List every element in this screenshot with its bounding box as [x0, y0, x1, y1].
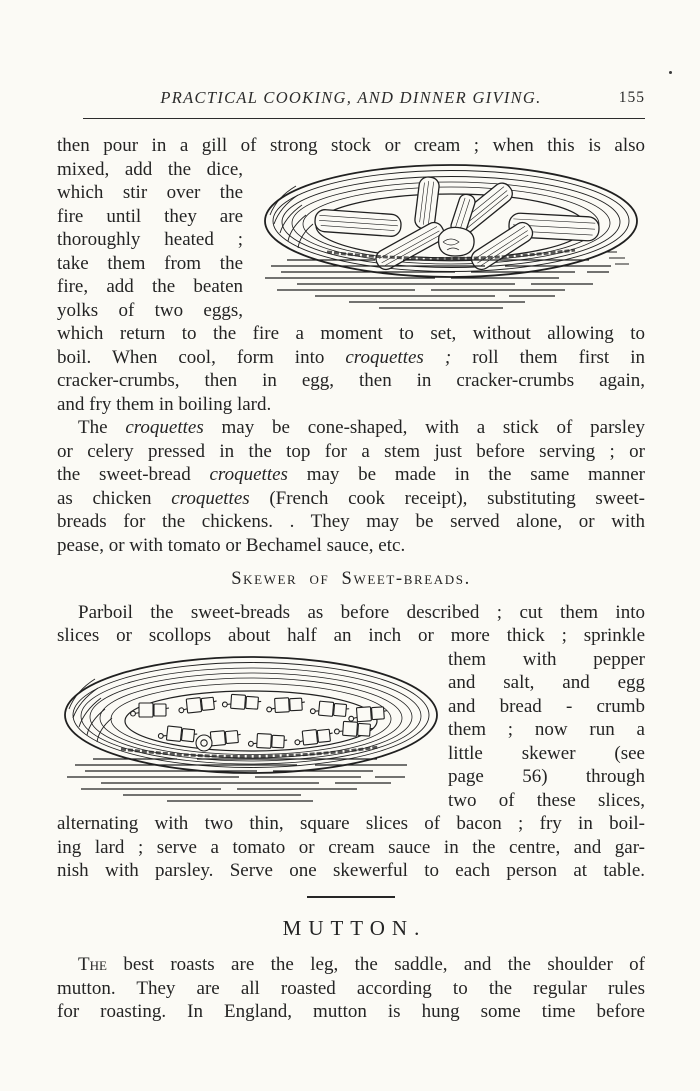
mutton-paragraph — [57, 953, 645, 1024]
text-line: and fry them in boiling lard. — [57, 393, 272, 415]
skewer-dish-engraving — [57, 651, 445, 803]
text-line: little skewer (see — [448, 742, 645, 764]
text-line: alternating with two thin, square slices of bacon ; fry in boil- — [57, 813, 645, 834]
header-rule — [83, 118, 645, 119]
skewer-beside-lines — [448, 648, 645, 813]
text-line: yolks of two eggs, — [57, 299, 243, 321]
croquettes-beside-lines — [57, 158, 243, 323]
text-line: ing lard ; serve a tomato or cream sauce in the centre, and gar- — [57, 836, 645, 858]
text-line: page 56) through — [448, 766, 645, 787]
text-line: fire until they are — [57, 205, 243, 227]
text-line: which return to the fire a moment to set, without allowing to — [57, 323, 645, 344]
text-line: for roasting. In England, mutton is hung some time before — [57, 1001, 645, 1022]
text-line: boil. When cool, form into croquettes ; roll them first in — [57, 346, 645, 368]
text-line: the sweet-bread croquettes may be made in the same manner — [57, 464, 645, 485]
text-line: pease, or with tomato or Bechamel sauce, etc. — [57, 534, 406, 556]
skewer-intro — [57, 601, 645, 648]
text-line: mutton. They are all roasted according to the regular rules — [57, 977, 645, 999]
section-heading-skewer-of-sweet-breads: Skewer of Sweet-breads. — [231, 569, 471, 589]
skewer-wrap-row — [57, 648, 645, 813]
chapter-heading-mutton: MUTTON. — [282, 915, 427, 940]
text-line: two of these slices, — [448, 789, 645, 811]
croquettes-continuation — [57, 322, 645, 416]
text-line: mixed, add the dice, — [57, 158, 243, 180]
text-line: fire, add the beaten — [57, 276, 243, 297]
text-line: Parboil the sweet-breads as before described ; cut them into — [78, 601, 645, 623]
croquettes-opening-line — [57, 134, 645, 158]
page-number: 155 — [618, 89, 645, 106]
page-content — [57, 88, 645, 1024]
skewer-continuation — [57, 812, 645, 883]
text-line: take them from the — [57, 252, 243, 274]
text-line: them with pepper — [448, 648, 645, 670]
text-line: nish with parsley. Serve one skewerful to each person at table. — [57, 860, 645, 881]
skewer-dish-illustration — [57, 651, 445, 803]
text-line: which stir over the — [57, 182, 243, 203]
text-line: and bread - crumb — [448, 695, 645, 717]
croquettes-wrap-row — [57, 158, 645, 323]
running-header — [57, 88, 645, 110]
text-line: then pour in a gill of strong stock or cream ; when this is also — [57, 135, 645, 156]
croquette-dish-engraving — [257, 160, 645, 310]
text-line: as chicken croquettes (French cook receipt), substituting sweet- — [57, 487, 645, 509]
text-line: them ; now run a — [448, 719, 645, 740]
croquette-dish-illustration — [257, 160, 645, 310]
text-line: breads for the chickens. . They may be served alone, or with — [57, 511, 645, 532]
text-line: thoroughly heated ; — [57, 229, 243, 250]
text-line: and salt, and egg — [448, 672, 645, 693]
cone-paragraph — [57, 416, 645, 557]
text-line: or celery pressed in the top for a stem just before serving ; or — [57, 440, 645, 462]
text-line: cracker-crumbs, then in egg, then in cracker-crumbs again, — [57, 370, 645, 391]
ink-speck — [669, 71, 672, 74]
section-divider-rule — [307, 896, 395, 898]
text-line: The best roasts are the leg, the saddle, and the shoulder of — [78, 954, 645, 975]
text-line: slices or scollops about half an inch or more thick ; sprinkle — [57, 625, 645, 646]
running-header-title: PRACTICAL COOKING, AND DINNER GIVING. — [160, 88, 542, 107]
text-line: The croquettes may be cone-shaped, with a stick of parsley — [78, 417, 645, 438]
body-text — [57, 134, 645, 1024]
